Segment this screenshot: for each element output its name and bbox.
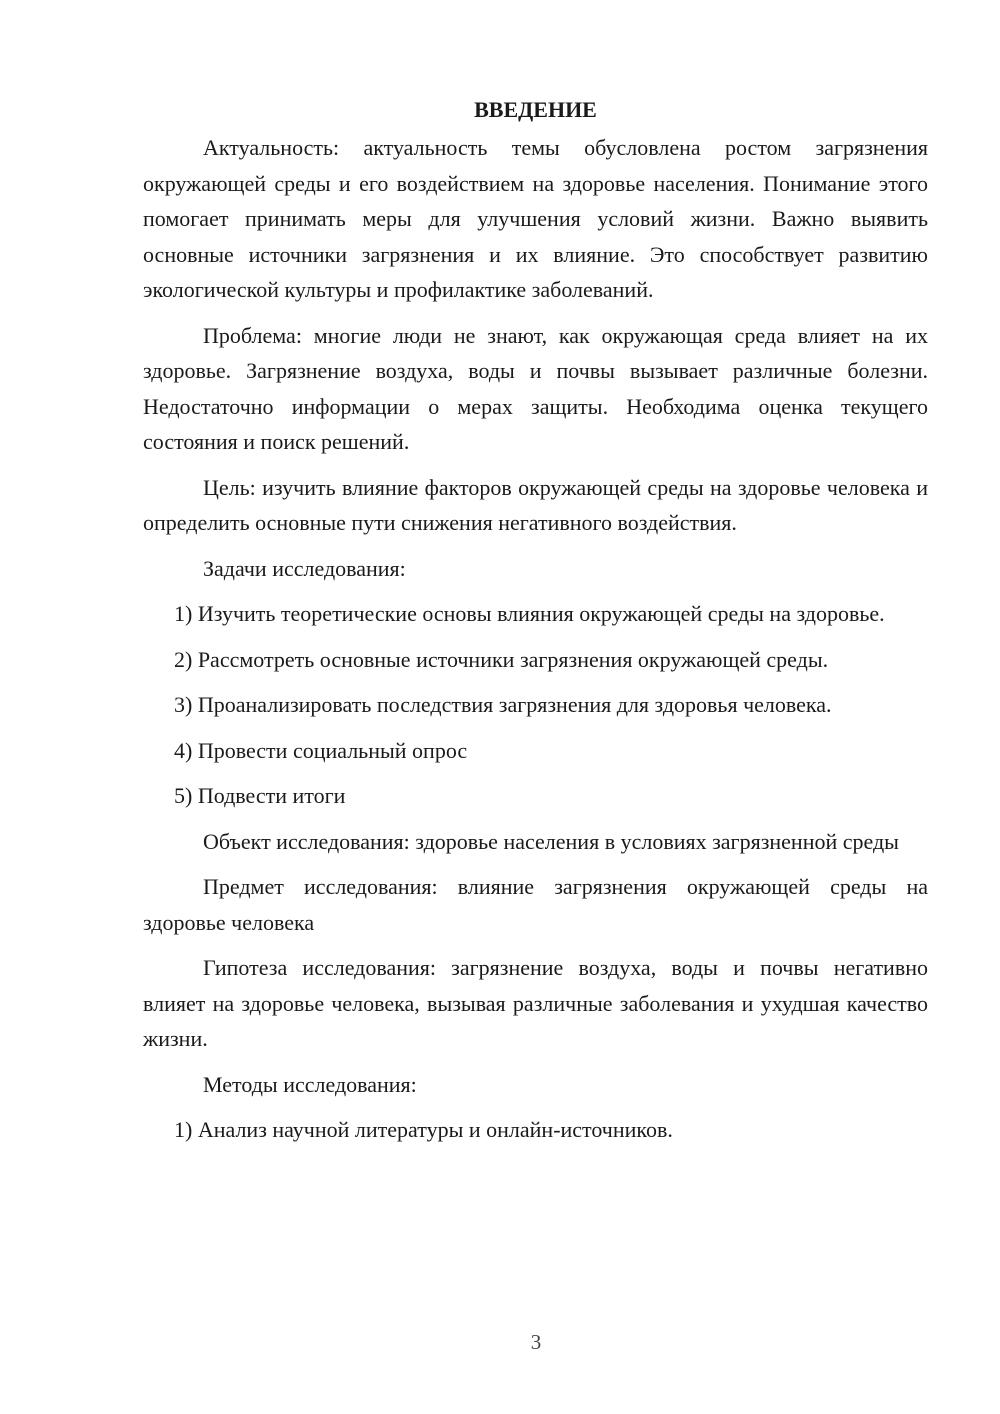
- problem-paragraph: Проблема: многие люди не знают, как окружающая среда влияет на их здоровье. Загрязнение воздуха, воды и почвы вызывает различные болезни. Недостаточно информации о мерах защиты. Необходима оценка текущего состояния и поиск решений.: [143, 322, 928, 454]
- section-heading: ВВЕДЕНИЕ: [474, 97, 597, 122]
- task-item: 4) Провести социальный опрос: [174, 737, 468, 763]
- task-item: 3) Проанализировать последствия загрязнения для здоровья человека.: [174, 692, 832, 717]
- object-paragraph: Объект исследования: здоровье населения в условиях загрязненной среды: [203, 828, 899, 854]
- subject-paragraph: Предмет исследования: влияние загрязнения окружающей среды на здоровье человека: [143, 874, 928, 935]
- task-item: 2) Рассмотреть основные источники загрязнения окружающей среды.: [174, 646, 829, 672]
- task-item: 5) Подвести итоги: [174, 783, 346, 808]
- method-item: 1) Анализ научной литературы и онлайн-источников.: [174, 1117, 673, 1142]
- task-item: 1) Изучить теоретические основы влияния окружающей среды на здоровье.: [174, 601, 885, 626]
- goal-paragraph: Цель: изучить влияние факторов окружающей среды на здоровье человека и определить основные пути снижения негативного воздействия.: [143, 474, 928, 535]
- methods-title: Методы исследования:: [203, 1071, 417, 1097]
- page-number: 3: [530, 1330, 542, 1354]
- hypothesis-paragraph: Гипотеза исследования: загрязнение воздуха, воды и почвы негативно влияет на здоровье человека, вызывая различные заболевания и ухудшая качество жизни.: [143, 955, 928, 1051]
- page-content: [143, 92, 928, 1158]
- tasks-title: Задачи исследования:: [203, 555, 406, 581]
- relevance-paragraph: Актуальность: актуальность темы обусловлена ростом загрязнения окружающей среды и его воздействием на здоровье населения. Понимание этого помогает принимать меры для улучшения условий жизни. Важно выявить основные источники загрязнения и их влияние. Это способствует развитию экологической культуры и профилактике заболеваний.: [143, 135, 928, 302]
